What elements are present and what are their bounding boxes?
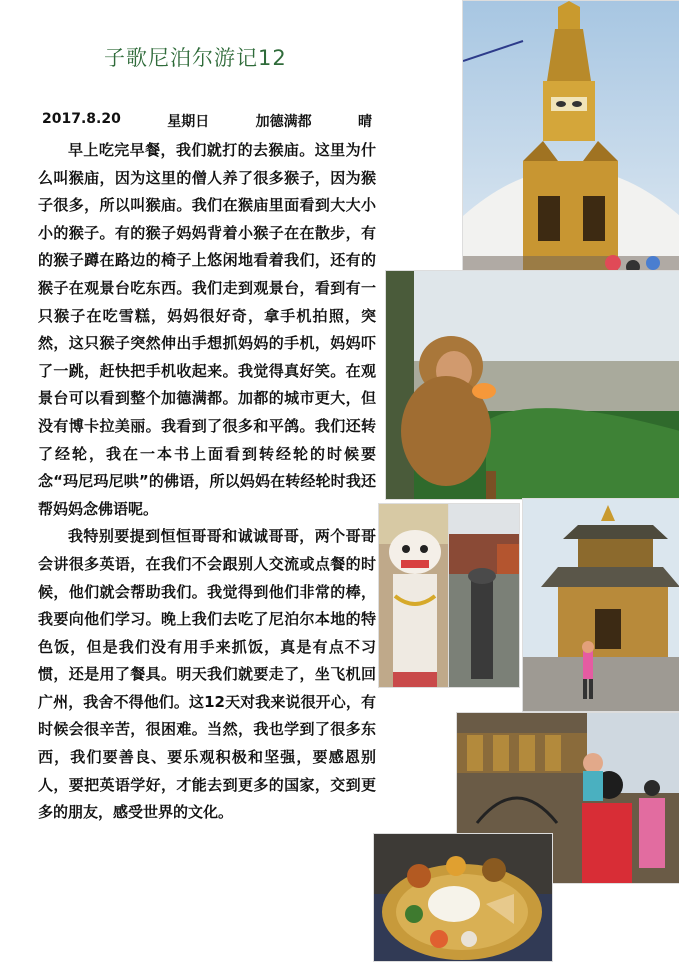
diary-body — [38, 137, 376, 827]
paragraph-2: 我特别要提到恒恒哥哥和诚诚哥哥，两个哥哥会讲很多英语，在我们不会跟别人交流或点餐的时候，他们就会帮助我们。我觉得到他们非常的棒，我要向他们学习。晚上我们去吃了尼泊尔本地的特色饭，但是我们没有用手来抓饭，真是有点不习惯，还是用了餐具。明天我们就要走了，坐飞机回广州，我舍不得他们。这12天对我来说很开心，有时候会很辛苦，很困难。当然，我也学到了很多东西，我们要善良、要乐观积极和坚强，要感恩别人，要把英语学好，才能去到更多的国家，交到更多的朋友，感受世界的文化。 — [38, 527, 376, 822]
lion-statue-photo — [378, 503, 450, 688]
date: 2017.8.20 — [42, 111, 121, 127]
place: 加德满都 — [255, 114, 312, 130]
monkey-photo — [385, 270, 679, 500]
pagoda-temple-photo — [522, 498, 679, 712]
dateline — [42, 111, 372, 131]
weather: 晴 — [358, 114, 372, 130]
weekday: 星期日 — [167, 114, 210, 130]
stupa-photo — [462, 0, 679, 300]
paragraph-1: 早上吃完早餐，我们就打的去猴庙。这里为什么叫猴庙，因为这里的僧人养了很多猴子，因为猴子很多，所以叫猴庙。我们在猴庙里面看到大大小小的猴子。有的猴子妈妈背着小猴子在在散步，有的猴子蹲在路边的椅子上悠闲地看着我们，还有的猴子在观景台吃东西。我们走到观景台，看到有一只猴子在吃雪糕，妈妈很好奇，拿手机拍照，突然，这只猴子突然伸出手想抓妈妈的手机，妈妈吓了一跳，赶快把手机收起来。我觉得真好笑。在观景台可以看到整个加德满都。加都的城市更大，但没有博卡拉美丽。我看到了很多和平鸽。我们还转了经轮，我在一本书上面看到转经轮的时候要念“玛尼玛尼哄”的佛语，所以妈妈在转经轮时我还帮妈妈念佛语呢。 — [38, 141, 376, 518]
temple-street-photo — [448, 503, 520, 688]
meal-photo — [373, 833, 553, 962]
page-title: 子歌尼泊尔游记12 — [104, 46, 287, 70]
